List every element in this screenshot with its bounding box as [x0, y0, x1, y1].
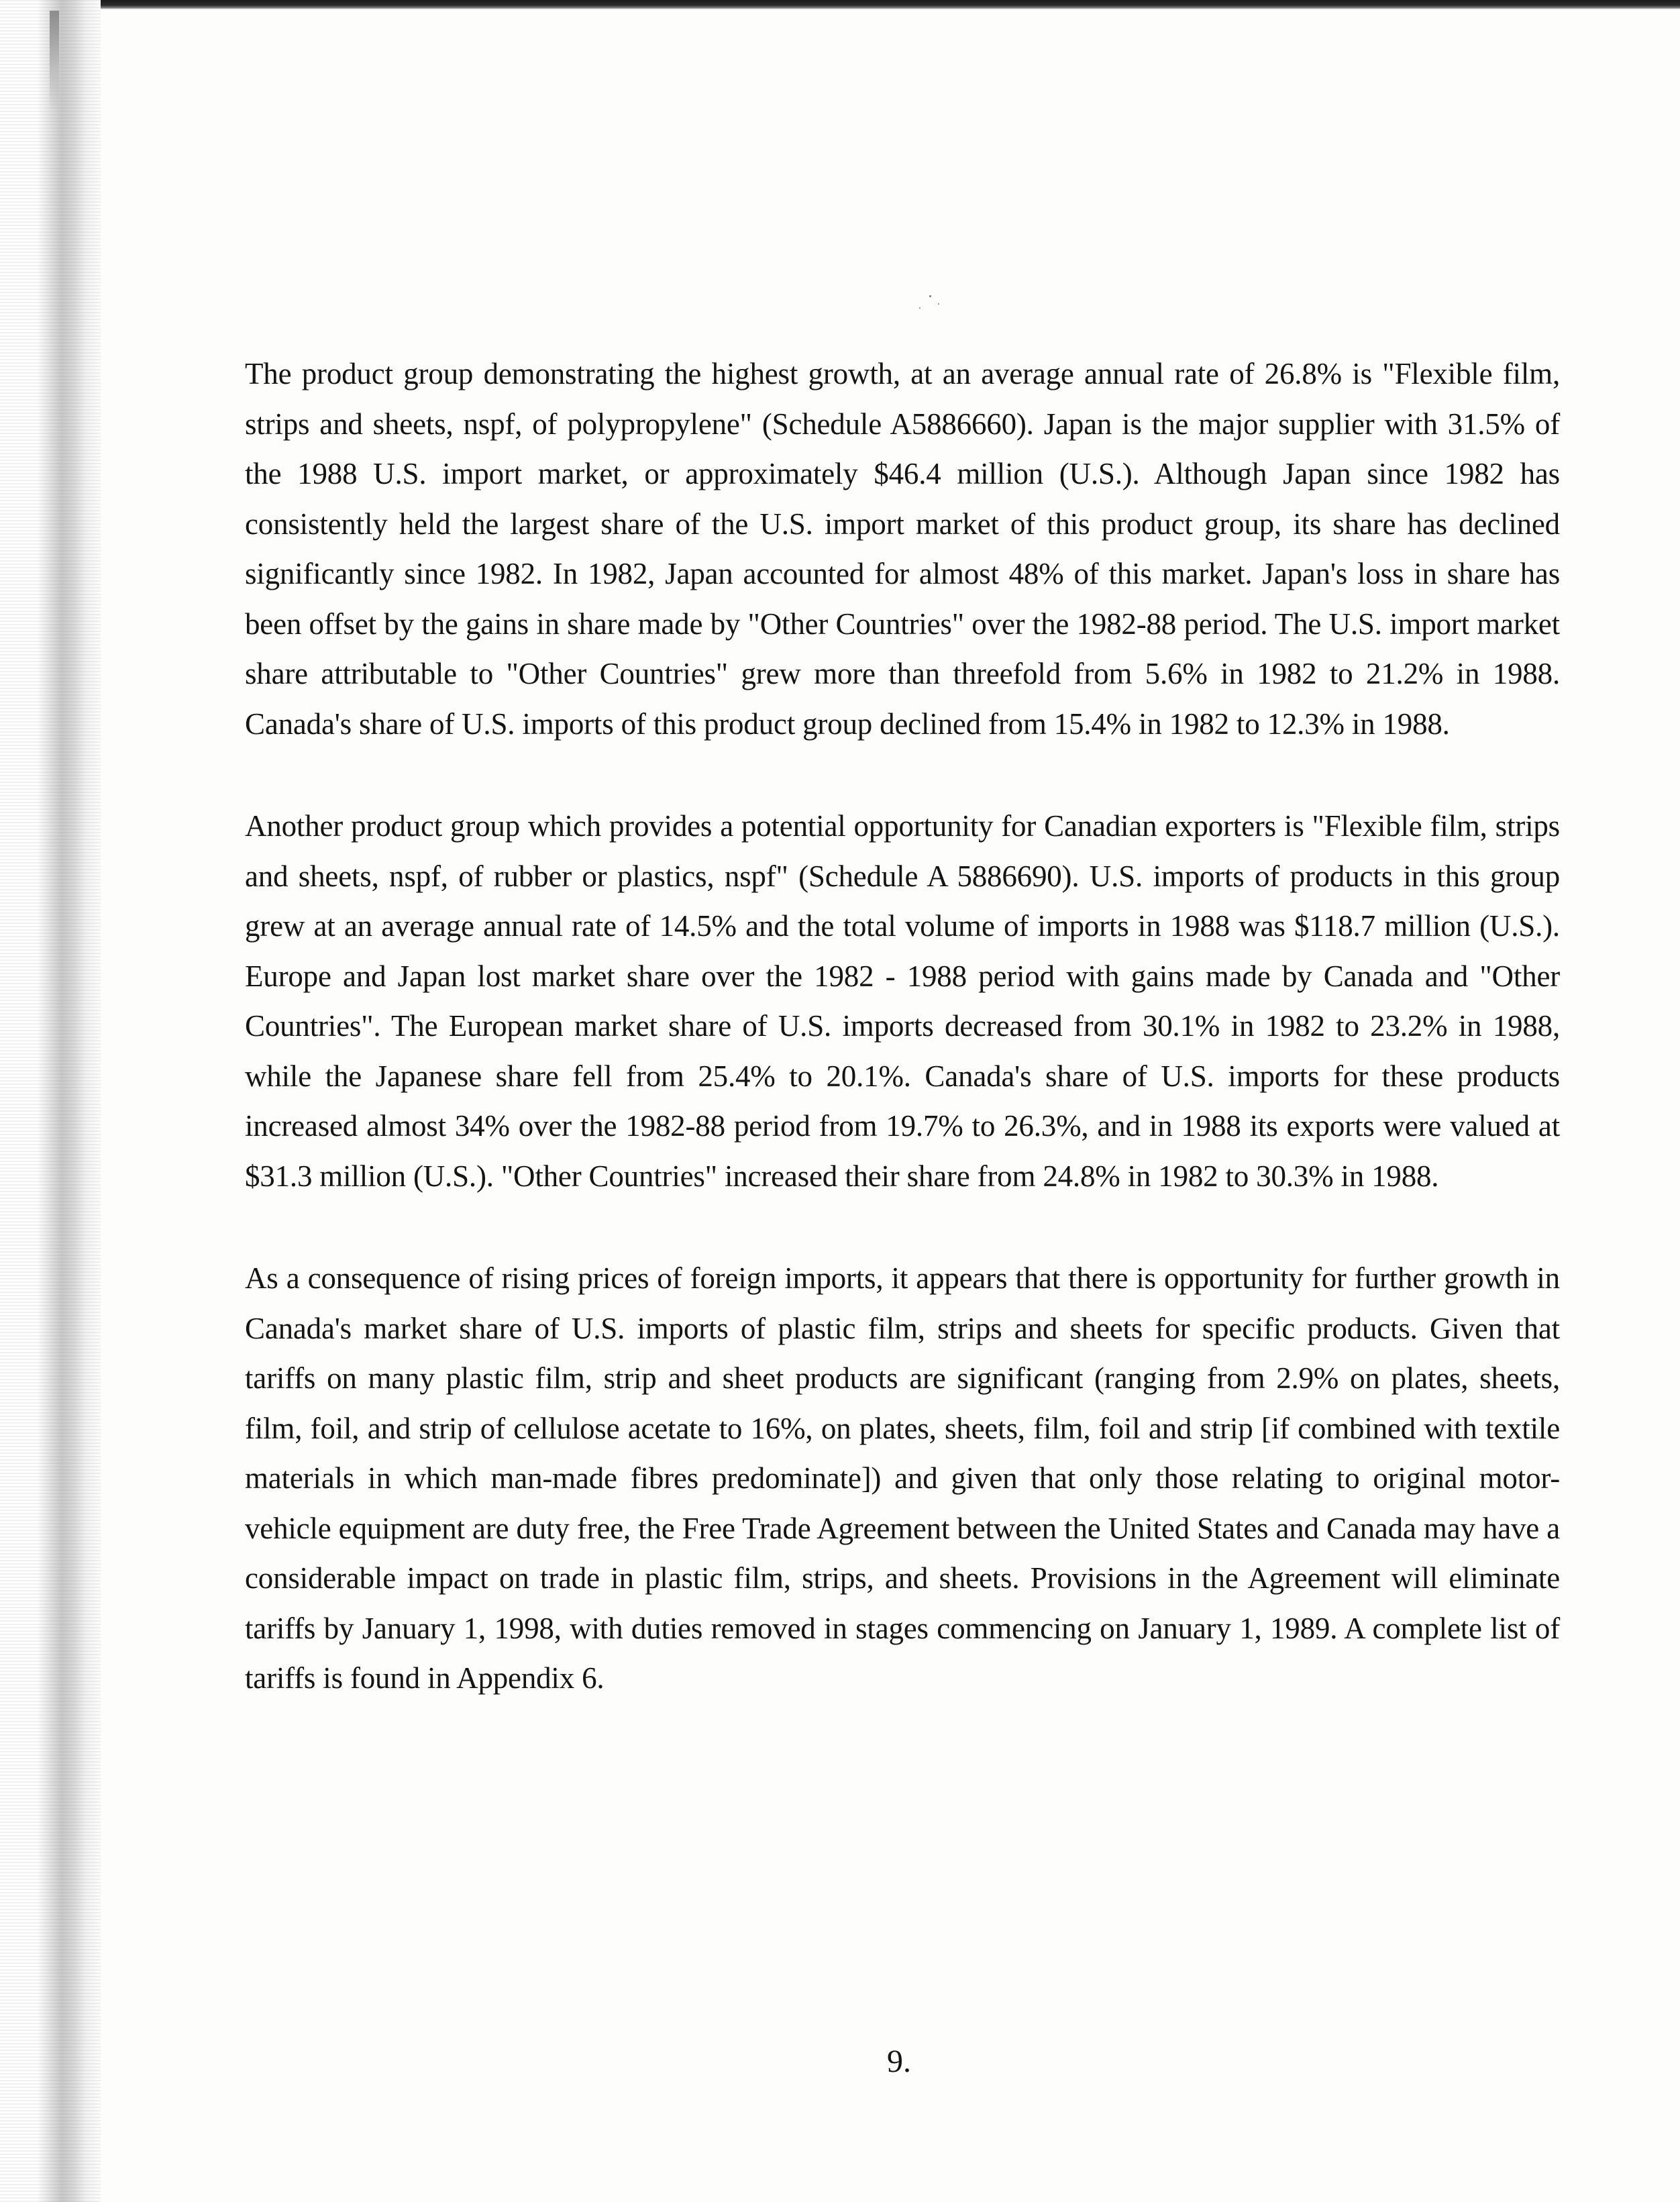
- scan-top-edge: [0, 0, 1680, 9]
- scan-speck: [929, 295, 931, 297]
- document-body: [245, 349, 1560, 1756]
- scan-speck: [919, 307, 921, 309]
- scan-binding-strip: [0, 0, 101, 2202]
- paragraph-free-trade: As a consequence of rising prices of foreign imports, it appears that there is opportunity for further growth in Canada's market share of U.S. imports of plastic film, strips and sheets for specific products. Given that tariffs on many plastic film, strip and sheet products are significant (ranging from 2.9% on plates, sheets, film, foil, and strip of cellulose acetate to 16%, on plates, sheets, film, foil and strip [if combined with textile materials in which man-made fibres predominate]) and given that only those relating to original motor-vehicle equipment are duty free, the Free Trade Agreement between the United States and Canada may have a considerable impact on trade in plastic film, strips, and sheets. Provisions in the Agreement will eliminate tariffs by January 1, 1998, with duties removed in stages commencing on January 1, 1989. A complete list of tariffs is found in Appendix 6.: [245, 1261, 1560, 1695]
- scan-speck: [938, 303, 939, 305]
- paragraph-polypropylene: The product group demonstrating the highest growth, at an average annual rate of 26.8% is "Flexible film, strips and sheets, nspf, of polypropylene" (Schedule A5886660). Japan is the major supplier with 31.5% of the 1988 U.S. import market, or approximately $46.4 million (U.S.). Although Japan since 1982 has consistently held the largest share of the U.S. import market of this product group, its share has declined significantly since 1982. In 1982, Japan accounted for almost 48% of this market. Japan's loss in share has been offset by the gains in share made by "Other Countries" over the 1982-88 period. The U.S. import market share attributable to "Other Countries" grew more than threefold from 5.6% in 1982 to 21.2% in 1988. Canada's share of U.S. imports of this product group declined from 15.4% in 1982 to 12.3% in 1988.: [245, 357, 1560, 741]
- scan-binding-shadow: [50, 11, 59, 111]
- page-number: 9.: [887, 2044, 911, 2079]
- paragraph-rubber-plastics: Another product group which provides a potential opportunity for Canadian exporters is "Flexible film, strips and sheets, nspf, of rubber or plastics, nspf" (Schedule A 5886690). U.S. imports of products in this group grew at an average annual rate of 14.5% and the total volume of imports in 1988 was $118.7 million (U.S.). Europe and Japan lost market share over the 1982 - 1988 period with gains made by Canada and "Other Countries". The European market share of U.S. imports decreased from 30.1% in 1982 to 23.2% in 1988, while the Japanese share fell from 25.4% to 20.1%. Canada's share of U.S. imports for these products increased almost 34% over the 1982-88 period from 19.7% to 26.3%, and in 1988 its exports were valued at $31.3 million (U.S.). "Other Countries" increased their share from 24.8% in 1982 to 30.3% in 1988.: [245, 809, 1560, 1193]
